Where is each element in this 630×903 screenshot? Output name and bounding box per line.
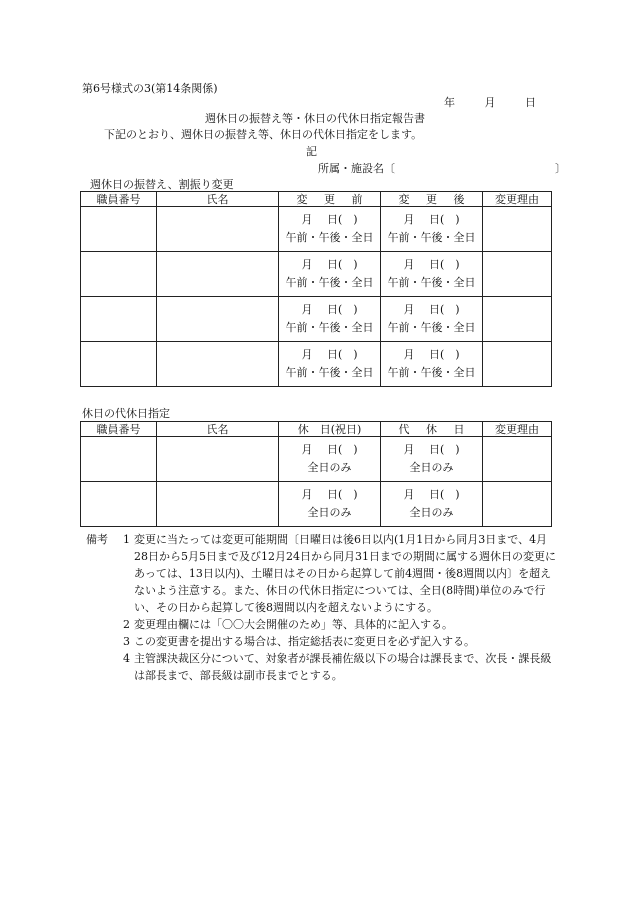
header-employee-no: 職員番号: [81, 192, 157, 207]
note-text: 変更に当たっては変更可能期間〔日曜日は後6日以内(1月1日から同月3日まで、4月28日から5月5日まで及び12月24日から同月31日までの期間に属する週休日の変更にあっては、13日以内)、土曜日はその日から起算して前4週間・後8週間以内〕を超えないよう注意する。また、休日の代休日指定については、全日(8時間)単位のみで行い、その日から起算して後8週間以内を超えないようにする。: [134, 533, 556, 614]
header-holiday: 休 日(祝日): [279, 422, 381, 437]
note-item: [86, 531, 556, 616]
after-cell[interactable]: 月 日( ) 午前・午後・全日: [381, 297, 483, 342]
reason-cell[interactable]: [483, 207, 552, 252]
section2-title: 休日の代休日指定: [82, 407, 170, 420]
name-cell[interactable]: [157, 252, 279, 297]
note-item: [86, 633, 556, 650]
table-row: [81, 207, 552, 252]
header-reason: 変更理由: [483, 422, 552, 437]
reason-cell[interactable]: [483, 342, 552, 387]
date-month-label: 月: [484, 96, 496, 109]
note-text: 主管課決裁区分について、対象者が課長補佐級以下の場合は課長まで、次長・課長級は部長まで、部長級は副市長までとする。: [134, 652, 552, 682]
header-reason: 変更理由: [483, 192, 552, 207]
substitute-cell[interactable]: 月 日( ) 全日のみ: [381, 437, 483, 482]
header-employee-no: 職員番号: [81, 422, 157, 437]
reason-cell[interactable]: [483, 482, 552, 527]
substitute-holiday-table: [80, 421, 552, 527]
date-day-label: 日: [525, 96, 536, 109]
intro-text: 下記のとおり、週休日の振替え等、休日の代休日指定をします。: [104, 128, 423, 141]
employee-no-cell[interactable]: [81, 252, 157, 297]
before-cell[interactable]: 月 日( ) 午前・午後・全日: [279, 342, 381, 387]
document-title: 週休日の振替え等・休日の代休日指定報告書: [205, 112, 425, 125]
substitute-cell[interactable]: 月 日( ) 全日のみ: [381, 482, 483, 527]
date-line: [444, 96, 536, 110]
name-cell[interactable]: [157, 437, 279, 482]
ki-heading: 記: [306, 145, 317, 158]
table-row: [81, 482, 552, 527]
note-number: 2: [123, 618, 130, 631]
holiday-cell[interactable]: 月 日( ) 全日のみ: [279, 437, 381, 482]
employee-no-cell[interactable]: [81, 342, 157, 387]
table-row: [81, 437, 552, 482]
name-cell[interactable]: [157, 482, 279, 527]
header-name: 氏名: [157, 422, 279, 437]
after-cell[interactable]: 月 日( ) 午前・午後・全日: [381, 342, 483, 387]
note-item: [86, 616, 556, 633]
header-after: 変 更 後: [381, 192, 483, 207]
note-number: 4: [123, 652, 130, 665]
employee-no-cell[interactable]: [81, 207, 157, 252]
note-text: 変更理由欄には「〇〇大会開催のため」等、具体的に記入する。: [134, 618, 453, 631]
table-row: [81, 252, 552, 297]
after-cell[interactable]: 月 日( ) 午前・午後・全日: [381, 252, 483, 297]
header-name: 氏名: [157, 192, 279, 207]
header-substitute: 代 休 日: [381, 422, 483, 437]
date-year-label: 年: [444, 96, 455, 109]
notes-label: 備考: [86, 533, 108, 546]
table-row: [81, 342, 552, 387]
reason-cell[interactable]: [483, 297, 552, 342]
before-cell[interactable]: 月 日( ) 午前・午後・全日: [279, 297, 381, 342]
affiliation-label: 所属・施設名〔: [318, 162, 395, 175]
employee-no-cell[interactable]: [81, 437, 157, 482]
note-text: この変更書を提出する場合は、指定総括表に変更日を必ず記入する。: [134, 635, 475, 648]
before-cell[interactable]: 月 日( ) 午前・午後・全日: [279, 207, 381, 252]
after-cell[interactable]: 月 日( ) 午前・午後・全日: [381, 207, 483, 252]
employee-no-cell[interactable]: [81, 297, 157, 342]
notes-section: [86, 531, 556, 684]
note-item: [86, 650, 556, 684]
before-cell[interactable]: 月 日( ) 午前・午後・全日: [279, 252, 381, 297]
reason-cell[interactable]: [483, 252, 552, 297]
table-row: [81, 297, 552, 342]
affiliation-field[interactable]: [318, 162, 566, 176]
holiday-cell[interactable]: 月 日( ) 全日のみ: [279, 482, 381, 527]
header-before: 変 更 前: [279, 192, 381, 207]
reason-cell[interactable]: [483, 437, 552, 482]
section1-title: 週休日の振替え、割振り変更: [90, 178, 234, 191]
note-number: 3: [123, 635, 130, 648]
name-cell[interactable]: [157, 297, 279, 342]
name-cell[interactable]: [157, 207, 279, 252]
affiliation-close: 〕: [555, 162, 566, 175]
form-number: 第6号様式の3(第14条関係): [82, 82, 218, 95]
employee-no-cell[interactable]: [81, 482, 157, 527]
weekly-holiday-change-table: [80, 191, 552, 387]
note-number: 1: [123, 533, 130, 546]
name-cell[interactable]: [157, 342, 279, 387]
